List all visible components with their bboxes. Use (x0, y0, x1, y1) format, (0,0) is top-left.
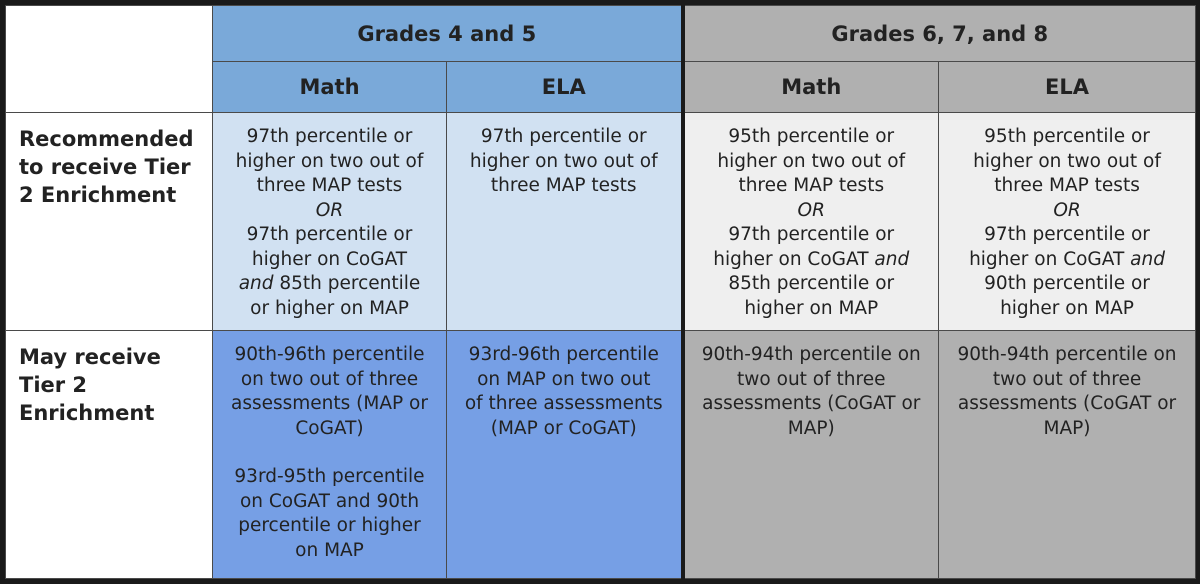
cell-line: of three assessments (464, 393, 663, 414)
cell-line: 90th-94th percentile on (701, 344, 921, 365)
or-italic: OR (1053, 199, 1081, 221)
or-italic: OR (315, 199, 344, 221)
paragraph-gap (217, 441, 442, 465)
cell-line: 97th percentile or (246, 224, 413, 245)
row-label-line: 2 Enrichment (19, 183, 177, 207)
cell-line: 90th-94th percentile on (957, 344, 1177, 365)
cell-line: higher on two out of (235, 150, 424, 172)
cell-text: higher on CoGAT (713, 248, 875, 270)
cell-line: 97th percentile or (246, 126, 413, 147)
cell-line: 93rd-95th percentile (234, 466, 425, 487)
cell-recommended-g45-math (213, 113, 447, 331)
subject-header-math-4-5: Math (213, 62, 447, 113)
cell-line-mixed (217, 272, 442, 297)
cell-line: three MAP tests (256, 175, 403, 196)
subject-header-math-6-8: Math (683, 62, 939, 113)
or-word (689, 199, 935, 224)
cell-line: 97th percentile or (480, 126, 647, 147)
cell-line: 90th-96th percentile (234, 344, 425, 365)
cell-line: 95th percentile or (728, 126, 895, 147)
cell-line-mixed (689, 248, 935, 273)
cell-line: 97th percentile or (728, 224, 895, 245)
cell-recommended-g68-math (683, 113, 939, 331)
group-header-grades-4-5: Grades 4 and 5 (213, 6, 683, 62)
cell-recommended-g45-ela (447, 113, 683, 331)
cell-line: 85th percentile or (728, 273, 895, 294)
row-label-line: May receive (19, 345, 161, 369)
row-label-line: Enrichment (19, 401, 155, 425)
cell-line: 97th percentile or (984, 224, 1150, 245)
enrichment-criteria-table (5, 5, 1196, 579)
corner-cell (6, 6, 213, 113)
cell-line: two out of three (737, 368, 886, 390)
cell-text: 85th percentile (273, 273, 421, 294)
row-label-line: Tier 2 (19, 373, 88, 397)
cell-line: higher on two out of (469, 150, 658, 172)
cell-line: higher on two out of (973, 150, 1161, 172)
cell-line: MAP) (787, 417, 835, 439)
cell-may-receive-g45-math (213, 331, 447, 579)
row-label-recommended (6, 113, 213, 331)
row-label-may-receive (6, 331, 213, 579)
cell-line: assessments (MAP or (231, 393, 428, 414)
cell-line: 90th percentile or (984, 273, 1150, 294)
cell-line: percentile or higher (238, 515, 421, 536)
cell-may-receive-g68-math (683, 331, 939, 579)
cell-line: on MAP (295, 539, 364, 561)
group-header-row (6, 6, 1196, 62)
cell-line: on CoGAT and 90th (239, 490, 420, 512)
cell-recommended-g68-ela (939, 113, 1196, 331)
and-italic: and (1130, 248, 1165, 270)
cell-line: three MAP tests (994, 175, 1140, 196)
cell-line: on MAP on two out (477, 368, 651, 390)
and-italic: and (874, 248, 910, 270)
cell-line: assessments (CoGAT or (702, 393, 921, 414)
cell-line-mixed (943, 248, 1191, 273)
or-word (943, 199, 1191, 224)
row-label-line: Recommended (19, 127, 194, 151)
cell-line: 95th percentile or (984, 126, 1150, 147)
row-may-receive (6, 331, 1196, 579)
subject-header-ela-4-5: ELA (447, 62, 683, 113)
cell-line: two out of three (992, 368, 1142, 390)
cell-line: 93rd-96th percentile (468, 344, 659, 365)
group-header-grades-6-7-8: Grades 6, 7, and 8 (683, 6, 1196, 62)
cell-may-receive-g45-ela (447, 331, 683, 579)
cell-line: three MAP tests (490, 175, 637, 196)
cell-line: (MAP or CoGAT) (490, 417, 637, 439)
cell-may-receive-g68-ela (939, 331, 1196, 579)
and-italic: and (238, 273, 274, 294)
cell-line: CoGAT) (295, 417, 364, 439)
cell-line: assessments (CoGAT or (957, 393, 1177, 414)
cell-line: or higher on MAP (250, 297, 409, 319)
or-word (217, 199, 442, 224)
cell-line: on two out of three (240, 368, 419, 390)
cell-line: higher on CoGAT (251, 248, 408, 270)
row-recommended (6, 113, 1196, 331)
row-label-line: to receive Tier (19, 155, 191, 179)
cell-line: higher on MAP (744, 297, 879, 319)
cell-line: higher on two out of (717, 150, 906, 172)
cell-line: higher on MAP (1000, 297, 1134, 319)
or-italic: OR (797, 199, 825, 221)
cell-text: higher on CoGAT (969, 248, 1131, 270)
subject-header-ela-6-8: ELA (939, 62, 1196, 113)
cell-line: MAP) (1043, 417, 1091, 439)
cell-line: three MAP tests (738, 175, 885, 196)
